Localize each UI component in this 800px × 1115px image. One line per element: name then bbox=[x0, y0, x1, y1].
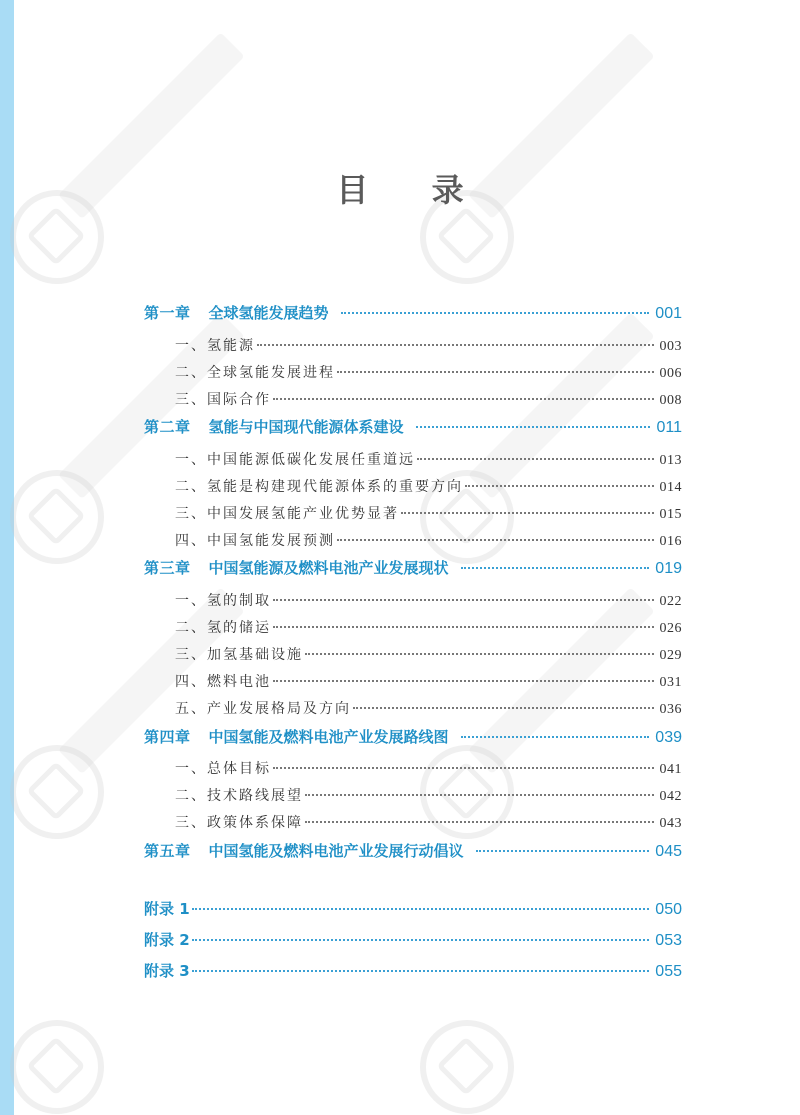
page-number: 041 bbox=[659, 762, 682, 777]
page-number: 042 bbox=[659, 789, 682, 804]
dot-leader bbox=[401, 512, 654, 514]
dot-leader bbox=[305, 653, 654, 655]
toc-chapter-2[interactable] bbox=[144, 416, 682, 437]
section-title: 四、中国氢能发展预测 bbox=[175, 533, 335, 549]
section-title: 三、加氢基础设施 bbox=[175, 647, 303, 663]
dot-leader bbox=[305, 794, 654, 796]
toc-chapter-3[interactable] bbox=[144, 557, 682, 578]
page-number: 001 bbox=[655, 305, 682, 322]
toc-section[interactable] bbox=[175, 503, 682, 523]
toc-section[interactable] bbox=[175, 785, 682, 805]
toc-chapter-4[interactable] bbox=[144, 726, 682, 747]
dot-leader bbox=[273, 398, 654, 400]
chapter-title: 中国氢能源及燃料电池产业发展现状 bbox=[208, 559, 449, 577]
section-title: 三、国际合作 bbox=[175, 392, 271, 408]
page-number: 045 bbox=[655, 843, 682, 860]
section-title: 一、中国能源低碳化发展任重道远 bbox=[175, 452, 415, 468]
dot-leader bbox=[192, 939, 650, 941]
toc-section[interactable] bbox=[175, 590, 682, 610]
chapter-title: 氢能与中国现代能源体系建设 bbox=[208, 418, 404, 436]
dot-leader bbox=[353, 707, 654, 709]
dot-leader bbox=[192, 970, 650, 972]
appendix-title: 附录 2 bbox=[144, 931, 190, 949]
page-number: 039 bbox=[655, 729, 682, 746]
section-title: 五、产业发展格局及方向 bbox=[175, 701, 351, 717]
dot-leader bbox=[273, 626, 654, 628]
dot-leader bbox=[305, 821, 654, 823]
dot-leader bbox=[465, 485, 654, 487]
section-title: 三、政策体系保障 bbox=[175, 815, 303, 831]
dot-leader bbox=[273, 680, 654, 682]
page-number: 019 bbox=[655, 560, 682, 577]
toc-section[interactable] bbox=[175, 389, 682, 409]
page-title: 目 录 bbox=[336, 171, 490, 209]
page-number: 013 bbox=[659, 453, 682, 468]
chapter-number: 第一章 bbox=[144, 304, 191, 322]
toc-section[interactable] bbox=[175, 362, 682, 382]
toc-section[interactable] bbox=[175, 698, 682, 718]
page-number: 026 bbox=[659, 621, 682, 636]
chapter-title: 全球氢能发展趋势 bbox=[208, 304, 329, 322]
dot-leader bbox=[273, 767, 654, 769]
page-number: 006 bbox=[659, 366, 682, 381]
dot-leader bbox=[416, 426, 651, 428]
toc-section[interactable] bbox=[175, 449, 682, 469]
chapter-number: 第三章 bbox=[144, 559, 191, 577]
appendix-title: 附录 3 bbox=[144, 962, 190, 980]
chapter-number: 第二章 bbox=[144, 418, 191, 436]
chapter-title: 中国氢能及燃料电池产业发展路线图 bbox=[208, 728, 449, 746]
page-number: 015 bbox=[659, 507, 682, 522]
page-number: 055 bbox=[655, 963, 682, 980]
section-title: 三、中国发展氢能产业优势显著 bbox=[175, 506, 399, 522]
toc-section[interactable] bbox=[175, 812, 682, 832]
chapter-number: 第五章 bbox=[144, 842, 191, 860]
dot-leader bbox=[341, 312, 650, 314]
dot-leader bbox=[337, 539, 654, 541]
toc-section[interactable] bbox=[175, 335, 682, 355]
section-title: 一、氢能源 bbox=[175, 338, 255, 354]
toc-appendix-3[interactable] bbox=[144, 960, 682, 981]
toc-appendix-1[interactable] bbox=[144, 898, 682, 919]
page-number: 043 bbox=[659, 816, 682, 831]
toc-appendix-2[interactable] bbox=[144, 929, 682, 950]
dot-leader bbox=[257, 344, 654, 346]
page-number: 036 bbox=[659, 702, 682, 717]
dot-leader bbox=[273, 599, 654, 601]
chapter-number: 第四章 bbox=[144, 728, 191, 746]
toc-chapter-5[interactable] bbox=[144, 840, 682, 861]
toc-section[interactable] bbox=[175, 758, 682, 778]
dot-leader bbox=[192, 908, 650, 910]
page-number: 029 bbox=[659, 648, 682, 663]
toc-section[interactable] bbox=[175, 644, 682, 664]
toc-section[interactable] bbox=[175, 530, 682, 550]
appendix-title: 附录 1 bbox=[144, 900, 190, 918]
toc-chapter-1[interactable] bbox=[144, 302, 682, 323]
dot-leader bbox=[417, 458, 654, 460]
toc-section[interactable] bbox=[175, 671, 682, 691]
page-number: 050 bbox=[655, 901, 682, 918]
page-number: 031 bbox=[659, 675, 682, 690]
page-number: 016 bbox=[659, 534, 682, 549]
chapter-title: 中国氢能及燃料电池产业发展行动倡议 bbox=[208, 842, 464, 860]
section-title: 二、全球氢能发展进程 bbox=[175, 365, 335, 381]
page-number: 053 bbox=[655, 932, 682, 949]
dot-leader bbox=[461, 736, 650, 738]
section-title: 一、总体目标 bbox=[175, 761, 271, 777]
page-number: 003 bbox=[659, 339, 682, 354]
page-number: 011 bbox=[656, 419, 682, 436]
page-number: 014 bbox=[659, 480, 682, 495]
section-title: 二、氢能是构建现代能源体系的重要方向 bbox=[175, 479, 463, 495]
section-title: 二、技术路线展望 bbox=[175, 788, 303, 804]
section-title: 四、燃料电池 bbox=[175, 674, 271, 690]
toc-section[interactable] bbox=[175, 617, 682, 637]
dot-leader bbox=[476, 850, 650, 852]
toc-section[interactable] bbox=[175, 476, 682, 496]
page-number: 022 bbox=[659, 594, 682, 609]
dot-leader bbox=[337, 371, 654, 373]
section-title: 一、氢的制取 bbox=[175, 593, 271, 609]
dot-leader bbox=[461, 567, 650, 569]
page-number: 008 bbox=[659, 393, 682, 408]
section-title: 二、氢的储运 bbox=[175, 620, 271, 636]
